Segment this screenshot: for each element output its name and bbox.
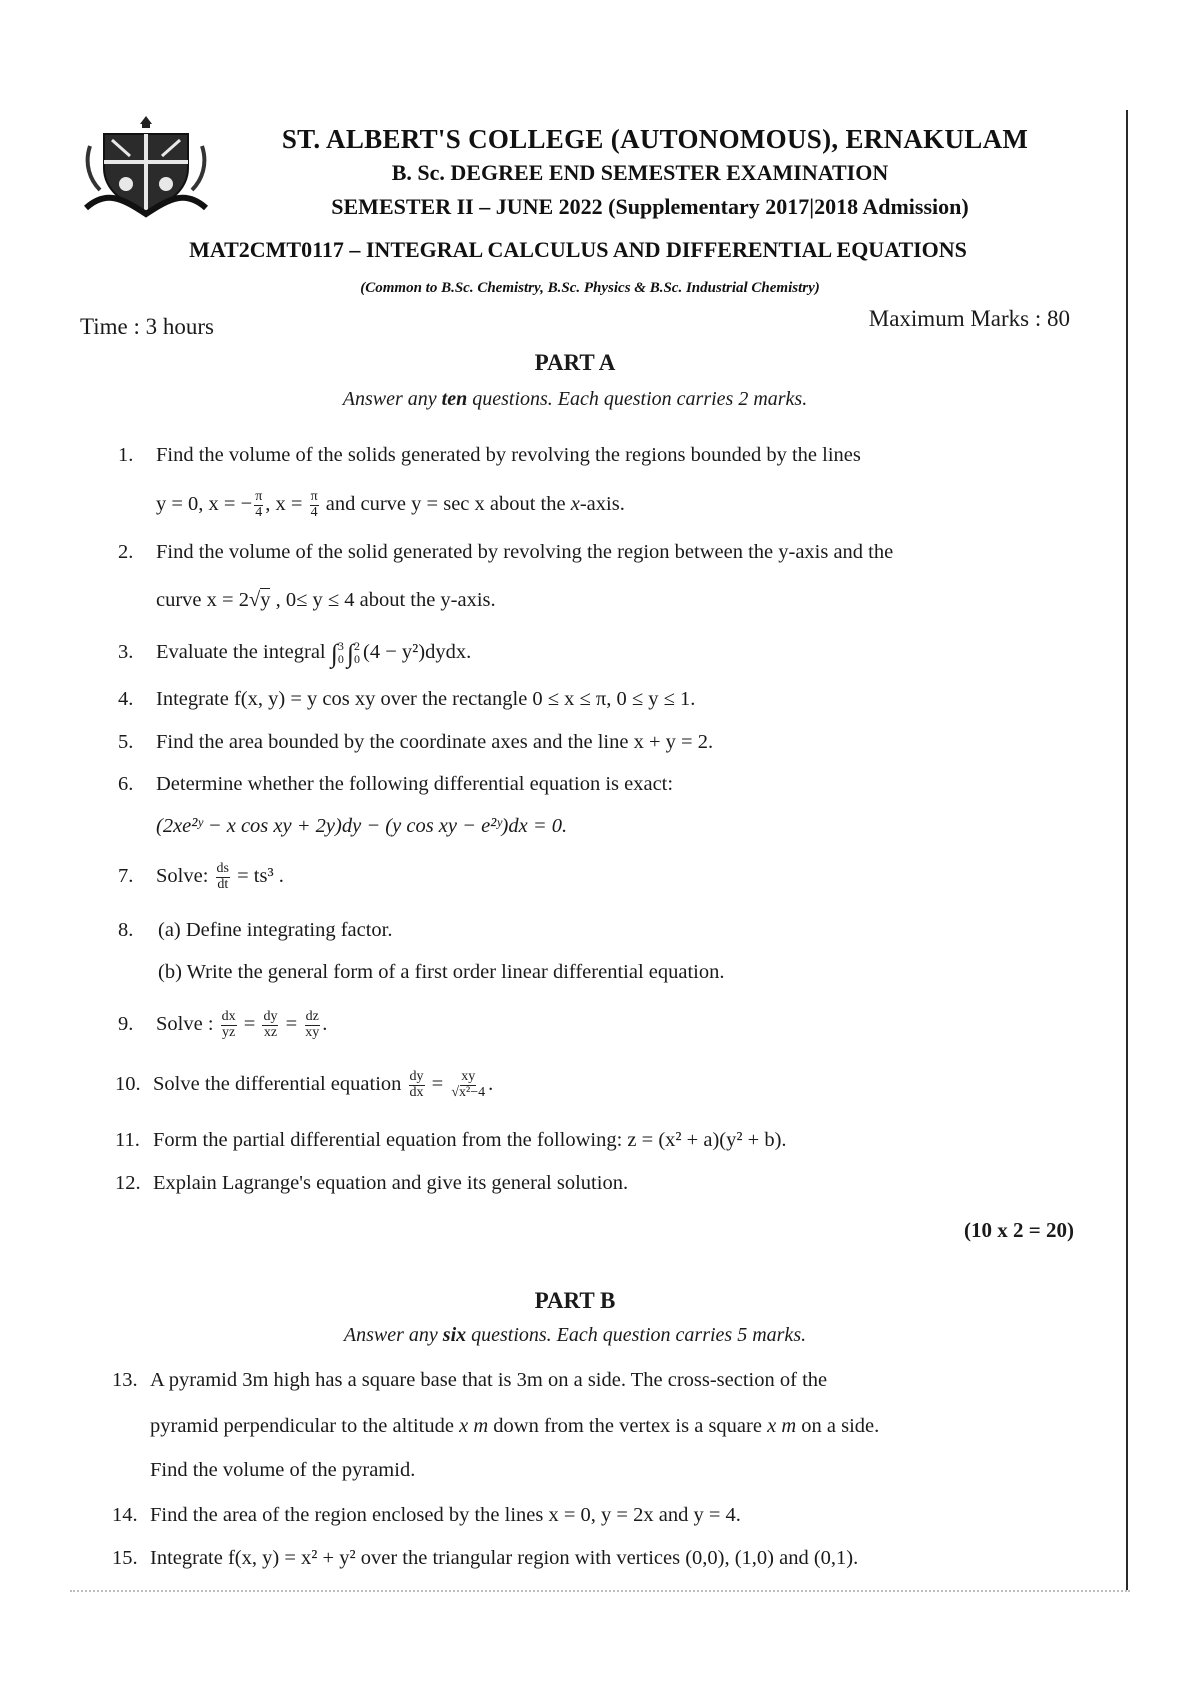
question-13-line-1: 13. A pyramid 3m high has a square base that is 3m on a side. The cross-section of the — [112, 1369, 828, 1391]
exam-time: Time : 3 hours — [80, 314, 214, 339]
paper-title: MAT2CMT0117 – INTEGRAL CALCULUS AND DIFFERENTIAL EQUATIONS — [189, 237, 967, 262]
common-note: (Common to B.Sc. Chemistry, B.Sc. Physics & B.Sc. Industrial Chemistry) — [360, 280, 820, 296]
part-b-title: PART B — [534, 1288, 616, 1313]
question-6-line-1: 6. Determine whether the following differential equation is exact: — [118, 773, 674, 795]
question-9: 9. Solve : $\frac{dx}{yz}$ = $\frac{dy}{xz}$ = $\frac{dz}{xy}$ . — [118, 1009, 328, 1040]
question-14: 14. Find the area of the region enclosed by the lines x = 0, y = 2x and y = 4. — [112, 1504, 741, 1526]
question-1-line-2: y = 0, x = − $\frac{\pi}{4}$ , x = $\frac{\pi}{4}$ and curve y = sec x about the x-axis. — [156, 489, 625, 520]
college-name: ST. ALBERT'S COLLEGE (AUTONOMOUS), ERNAKULAM — [281, 124, 1029, 154]
max-marks: Maximum Marks : 80 — [868, 306, 1070, 331]
question-12: 12. Explain Lagrange's equation and give its general solution. — [115, 1172, 629, 1194]
part-a-instruction: Answer any ten questions. Each question carries 2 marks. — [342, 388, 808, 410]
part-b-instruction: Answer any six questions. Each question carries 5 marks. — [343, 1324, 807, 1346]
semester-title: SEMESTER II – JUNE 2022 (Supplementary 2017|2018 Admission) — [331, 194, 969, 219]
question-13-line-2: pyramid perpendicular to the altitude x m down from the vertex is a square x m on a side. — [150, 1415, 880, 1437]
degree-title: B. Sc. DEGREE END SEMESTER EXAMINATION — [391, 160, 889, 185]
question-10: 10. Solve the differential equation $\frac{dy}{dx}$ = $\frac{xy}{\text{√x²−4}}$ . — [115, 1069, 494, 1100]
question-5: 5. Find the area bounded by the coordinate axes and the line x + y = 2. — [118, 731, 714, 753]
question-3: 3. Evaluate the integral ∫ 3 0 ∫ 2 0 (4 − y²)dydx. — [118, 639, 472, 668]
question-11: 11. Form the partial differential equation from the following: z = (x² + a)(y² + b). — [115, 1129, 787, 1151]
question-4: 4. Integrate f(x, y) = y cos xy over the rectangle 0 ≤ x ≤ π, 0 ≤ y ≤ 1. — [118, 688, 696, 710]
part-a-marks-total: (10 x 2 = 20) — [964, 1218, 1074, 1242]
question-2-line-1: 2. Find the volume of the solid generated by revolving the region between the y-axis and the — [118, 541, 894, 563]
question-7: 7. Solve: $\frac{ds}{dt}$ = ts³ . — [118, 861, 284, 892]
question-15: 15. Integrate f(x, y) = x² + y² over the triangular region with vertices (0,0), (1,0) and (0,1). — [112, 1547, 859, 1569]
question-6-line-2: (2xe²ʸ − x cos xy + 2y)dy − (y cos xy − e²ʸ)dx = 0. — [156, 815, 568, 837]
question-8b: (b) Write the general form of a first order linear differential equation. — [158, 961, 725, 983]
scan-edge-line — [1126, 110, 1128, 1590]
part-a-title: PART A — [534, 350, 616, 375]
question-8a: 8. (a) Define integrating factor. — [118, 919, 393, 941]
question-2-line-2: curve x = 2√y , 0≤ y ≤ 4 about the y-axis. — [156, 589, 496, 611]
question-13-line-3: Find the volume of the pyramid. — [150, 1459, 416, 1481]
scan-bottom-edge — [70, 1590, 1130, 1592]
college-crest-icon — [82, 112, 210, 224]
question-1-line-1: 1. Find the volume of the solids generated by revolving the regions bounded by the lines — [118, 444, 861, 466]
